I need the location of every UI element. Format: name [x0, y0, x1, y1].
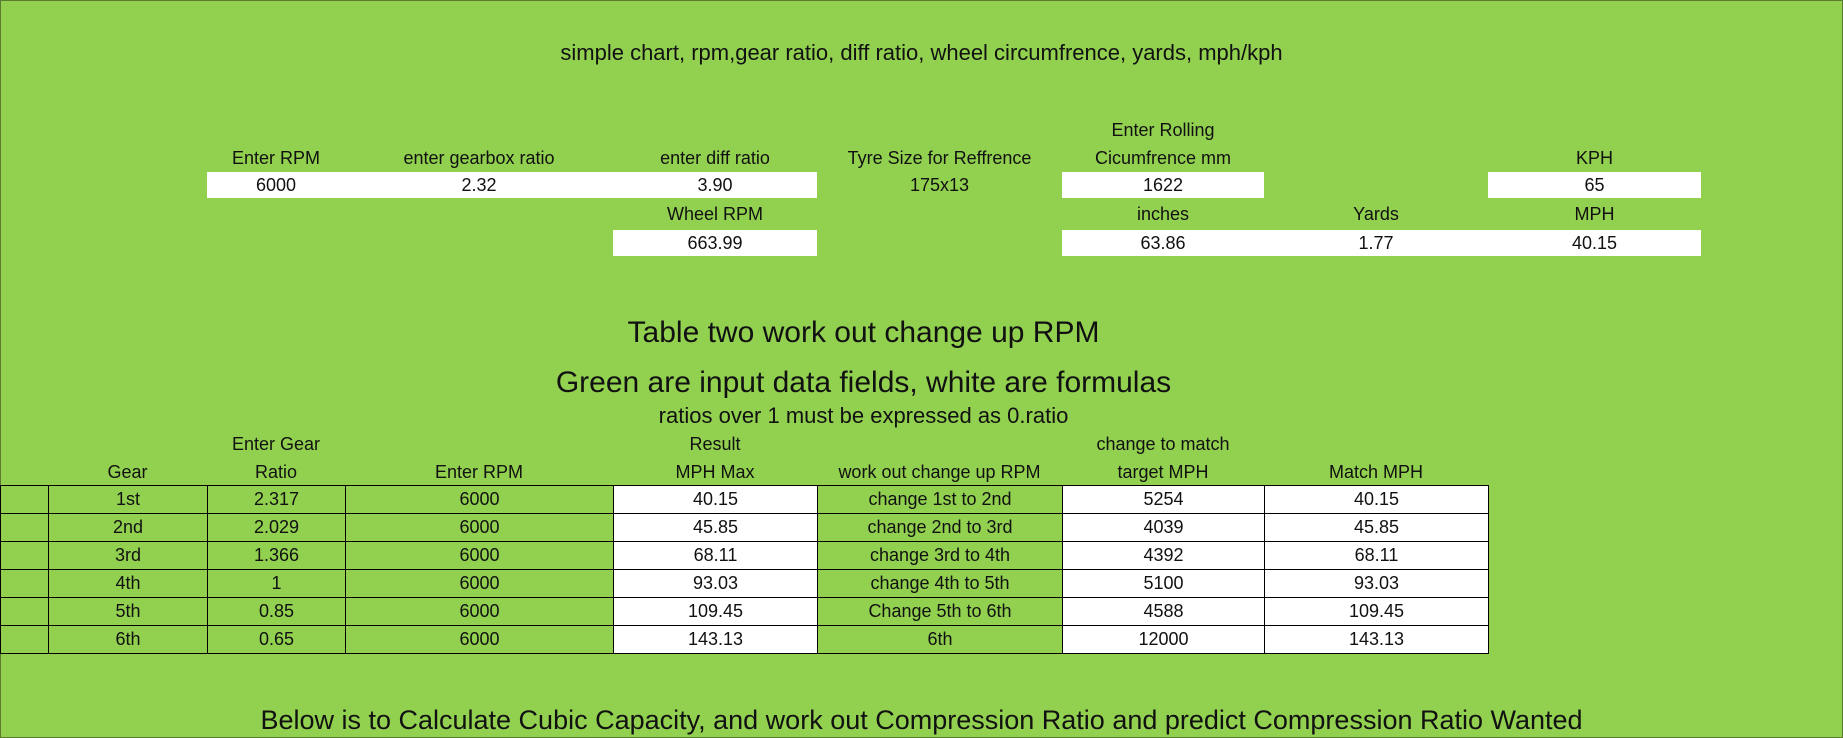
mph-value[interactable]: 40.15 — [1488, 230, 1701, 256]
label-inches: inches — [1136, 204, 1190, 224]
target-rpm-cell[interactable]: 4588 — [1063, 598, 1265, 626]
gear-rpm-input[interactable]: 6000 — [346, 486, 614, 514]
diff-ratio-input[interactable]: 3.90 — [613, 172, 817, 198]
header-mph-max: MPH Max — [675, 462, 755, 482]
footer-note: Below is to Calculate Cubic Capacity, and work out Compression Ratio and predict Compression Ratio Wanted — [260, 705, 1583, 735]
inches-value[interactable]: 63.86 — [1062, 230, 1264, 256]
target-rpm-cell[interactable]: 12000 — [1063, 626, 1265, 654]
section-note-ratios: ratios over 1 must be expressed as 0.ratio — [658, 403, 1069, 428]
gear-cell[interactable]: 6th — [49, 626, 208, 654]
table-row — [1, 570, 1489, 598]
row-marker-cell[interactable] — [1, 570, 49, 598]
target-rpm-cell[interactable]: 5254 — [1063, 486, 1265, 514]
gear-ratio-input[interactable]: 1 — [208, 570, 346, 598]
gear-rpm-input[interactable]: 6000 — [346, 598, 614, 626]
gear-ratio-input[interactable]: 2.029 — [208, 514, 346, 542]
row-marker-cell[interactable] — [1, 598, 49, 626]
kph-value[interactable]: 65 — [1488, 172, 1701, 198]
gear-rpm-input[interactable]: 6000 — [346, 626, 614, 654]
gear-ratio-input[interactable]: 0.65 — [208, 626, 346, 654]
match-mph-cell[interactable]: 40.15 — [1265, 486, 1489, 514]
gear-ratio-input[interactable]: 2.317 — [208, 486, 346, 514]
gear-ratio-input[interactable]: 1.366 — [208, 542, 346, 570]
mph-max-cell[interactable]: 45.85 — [614, 514, 818, 542]
gear-ratio-input[interactable]: 0.85 — [208, 598, 346, 626]
gear-rpm-input[interactable]: 6000 — [346, 570, 614, 598]
label-circumference-mm: Cicumfrence mm — [1094, 148, 1232, 168]
gear-rpm-input[interactable]: 6000 — [346, 542, 614, 570]
change-label-cell[interactable]: change 3rd to 4th — [818, 542, 1063, 570]
match-mph-cell[interactable]: 68.11 — [1265, 542, 1489, 570]
header-enter-rpm: Enter RPM — [434, 462, 524, 482]
gear-cell[interactable]: 4th — [49, 570, 208, 598]
header-match-mph: Match MPH — [1328, 462, 1424, 482]
label-kph: KPH — [1575, 148, 1613, 168]
row-marker-cell[interactable] — [1, 542, 49, 570]
tyre-size-value[interactable]: 175x13 — [909, 175, 970, 195]
target-rpm-cell[interactable]: 5100 — [1063, 570, 1265, 598]
mph-max-cell[interactable]: 143.13 — [614, 626, 818, 654]
change-label-cell[interactable]: change 4th to 5th — [818, 570, 1063, 598]
match-mph-cell[interactable]: 93.03 — [1265, 570, 1489, 598]
section-note-colors: Green are input data fields, white are formulas — [555, 366, 1172, 399]
match-mph-cell[interactable]: 143.13 — [1265, 626, 1489, 654]
label-mph: MPH — [1574, 204, 1615, 224]
table-row — [1, 486, 1489, 514]
label-wheel-rpm: Wheel RPM — [666, 204, 764, 224]
change-label-cell[interactable]: 6th — [818, 626, 1063, 654]
mph-max-cell[interactable]: 93.03 — [614, 570, 818, 598]
label-yards: Yards — [1353, 204, 1399, 224]
row-marker-cell[interactable] — [1, 486, 49, 514]
gearbox-ratio-input[interactable]: 2.32 — [345, 172, 613, 198]
gear-cell[interactable]: 3rd — [49, 542, 208, 570]
gear-cell[interactable]: 5th — [49, 598, 208, 626]
row-marker-cell[interactable] — [1, 626, 49, 654]
table-row — [1, 598, 1489, 626]
change-label-cell[interactable]: change 2nd to 3rd — [818, 514, 1063, 542]
header-change-to-match: change to match — [1096, 434, 1230, 454]
mph-max-cell[interactable]: 68.11 — [614, 542, 818, 570]
label-tyre-size: Tyre Size for Reffrence — [847, 148, 1032, 168]
mph-max-cell[interactable]: 109.45 — [614, 598, 818, 626]
mph-max-cell[interactable]: 40.15 — [614, 486, 818, 514]
row-marker-cell[interactable] — [1, 514, 49, 542]
change-label-cell[interactable]: Change 5th to 6th — [818, 598, 1063, 626]
label-enter-gearbox-ratio: enter gearbox ratio — [403, 148, 555, 168]
target-rpm-cell[interactable]: 4392 — [1063, 542, 1265, 570]
change-label-cell[interactable]: change 1st to 2nd — [818, 486, 1063, 514]
header-change-up-rpm: work out change up RPM — [838, 462, 1041, 482]
label-enter-rolling: Enter Rolling — [1111, 120, 1215, 140]
match-mph-cell[interactable]: 45.85 — [1265, 514, 1489, 542]
table-row — [1, 626, 1489, 654]
target-rpm-cell[interactable]: 4039 — [1063, 514, 1265, 542]
header-target-mph: target MPH — [1117, 462, 1209, 482]
table-row — [1, 514, 1489, 542]
section-heading: Table two work out change up RPM — [627, 316, 1100, 349]
rpm-input[interactable]: 6000 — [207, 172, 345, 198]
gear-cell[interactable]: 1st — [49, 486, 208, 514]
gear-rpm-input[interactable]: 6000 — [346, 514, 614, 542]
yards-value[interactable]: 1.77 — [1264, 230, 1488, 256]
header-ratio: Ratio — [254, 462, 298, 482]
circumference-input[interactable]: 1622 — [1062, 172, 1264, 198]
header-result: Result — [689, 434, 741, 454]
label-enter-rpm: Enter RPM — [231, 148, 321, 168]
header-gear: Gear — [107, 462, 148, 482]
gear-cell[interactable]: 2nd — [49, 514, 208, 542]
gear-table — [0, 485, 1489, 654]
match-mph-cell[interactable]: 109.45 — [1265, 598, 1489, 626]
header-enter-gear: Enter Gear — [231, 434, 321, 454]
page-title: simple chart, rpm,gear ratio, diff ratio, wheel circumfrence, yards, mph/kph — [560, 40, 1283, 65]
wheel-rpm-value[interactable]: 663.99 — [613, 230, 817, 256]
label-enter-diff-ratio: enter diff ratio — [660, 148, 770, 168]
table-row — [1, 542, 1489, 570]
